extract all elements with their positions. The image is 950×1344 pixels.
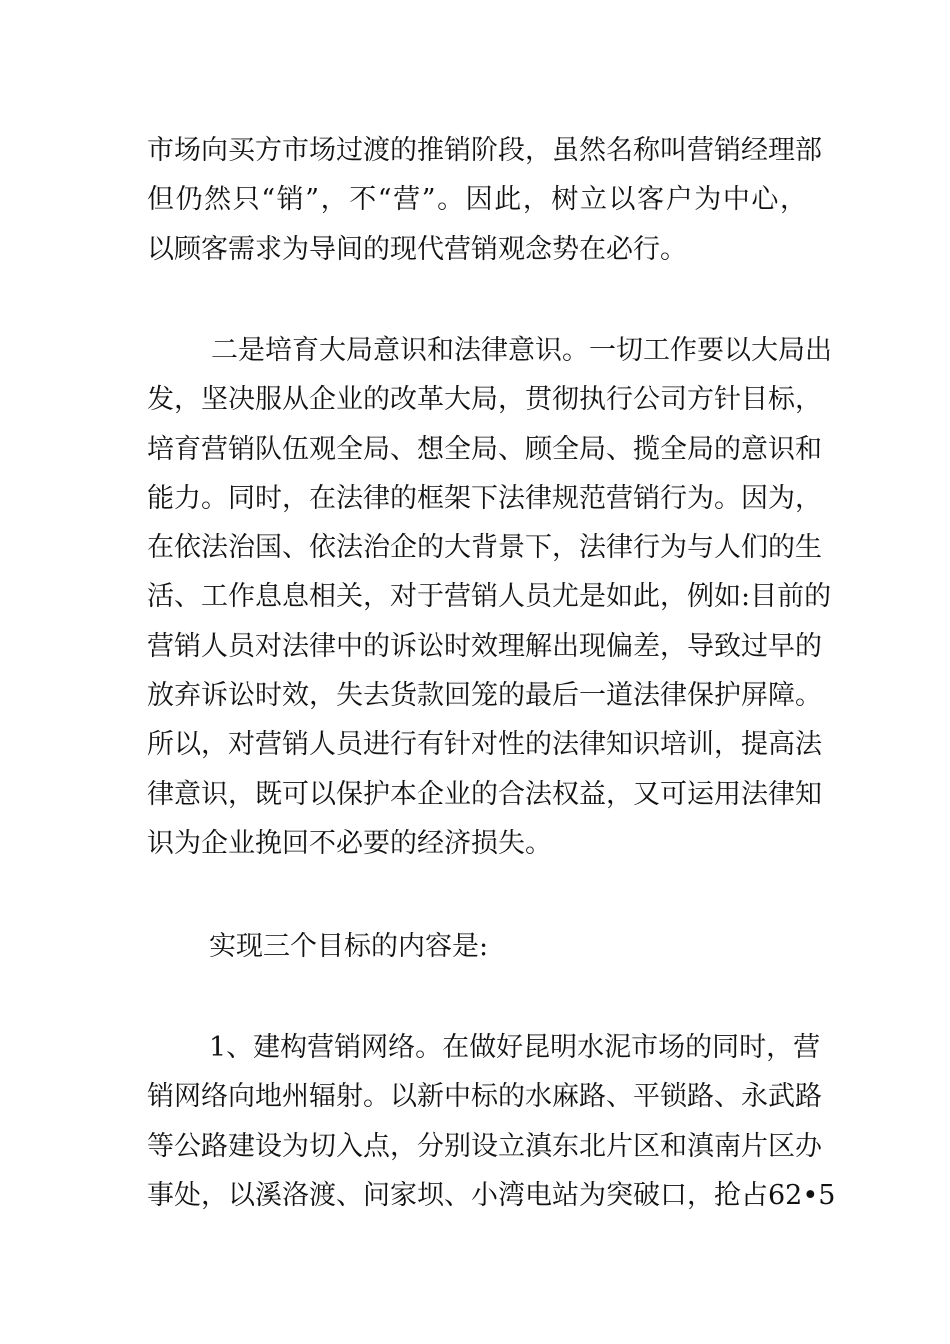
paragraph-legal-awareness	[147, 326, 832, 868]
text-line: 放弃诉讼时效，失去货款回笼的最后一道法律保护屏障。	[147, 680, 822, 712]
text-line: 实现三个目标的内容是:	[209, 931, 489, 962]
text-line: 在依法治国、依法治企的大背景下，法律行为与人们的生	[147, 532, 822, 564]
text-line: 等公路建设为切入点，分别设立滇东北片区和滇南片区办	[147, 1130, 822, 1162]
text-line: 事处，以溪洛渡、问家坝、小湾电站为突破口，抢占62•5	[147, 1179, 836, 1211]
text-line: 活、工作息息相关，对于营销人员尤是如此，例如:目前的	[147, 581, 832, 613]
paragraph-marketing-network	[147, 1023, 836, 1220]
text-line: 发，坚决服从企业的改革大局，贯彻执行公司方针目标，	[147, 384, 822, 416]
text-line: 识为企业挽回不必要的经济损失。	[147, 827, 552, 859]
text-line: 营销人员对法律中的诉讼时效理解出现偏差，导致过早的	[147, 630, 822, 662]
text-line: 能力。同时，在法律的框架下法律规范营销行为。因为，	[147, 482, 822, 514]
text-line: 以顾客需求为导间的现代营销观念势在必行。	[147, 233, 687, 265]
text-line: 市场向买方市场过渡的推销阶段，虽然名称叫营销经理部	[147, 135, 822, 166]
text-line: 培育营销队伍观全局、想全局、顾全局、揽全局的意识和	[147, 433, 822, 465]
text-line: 所以，对营销人员进行有针对性的法律知识培训，提高法	[147, 729, 822, 761]
text-line: 但仍然只“销”，不“营”。因此，树立以客户为中心，	[147, 184, 807, 216]
text-line: 二是培育大局意识和法律意识。一切工作要以大局出	[211, 335, 832, 366]
paragraph-market-transition	[147, 126, 822, 274]
text-line: 销网络向地州辐射。以新中标的水麻路、平锁路、永武路	[147, 1081, 822, 1113]
text-line: 律意识，既可以保护本企业的合法权益，又可运用法律知	[147, 778, 822, 810]
text-line: 1、建构营销网络。在做好昆明水泥市场的同时，营	[209, 1032, 821, 1063]
paragraph-three-goals-heading	[147, 922, 807, 971]
